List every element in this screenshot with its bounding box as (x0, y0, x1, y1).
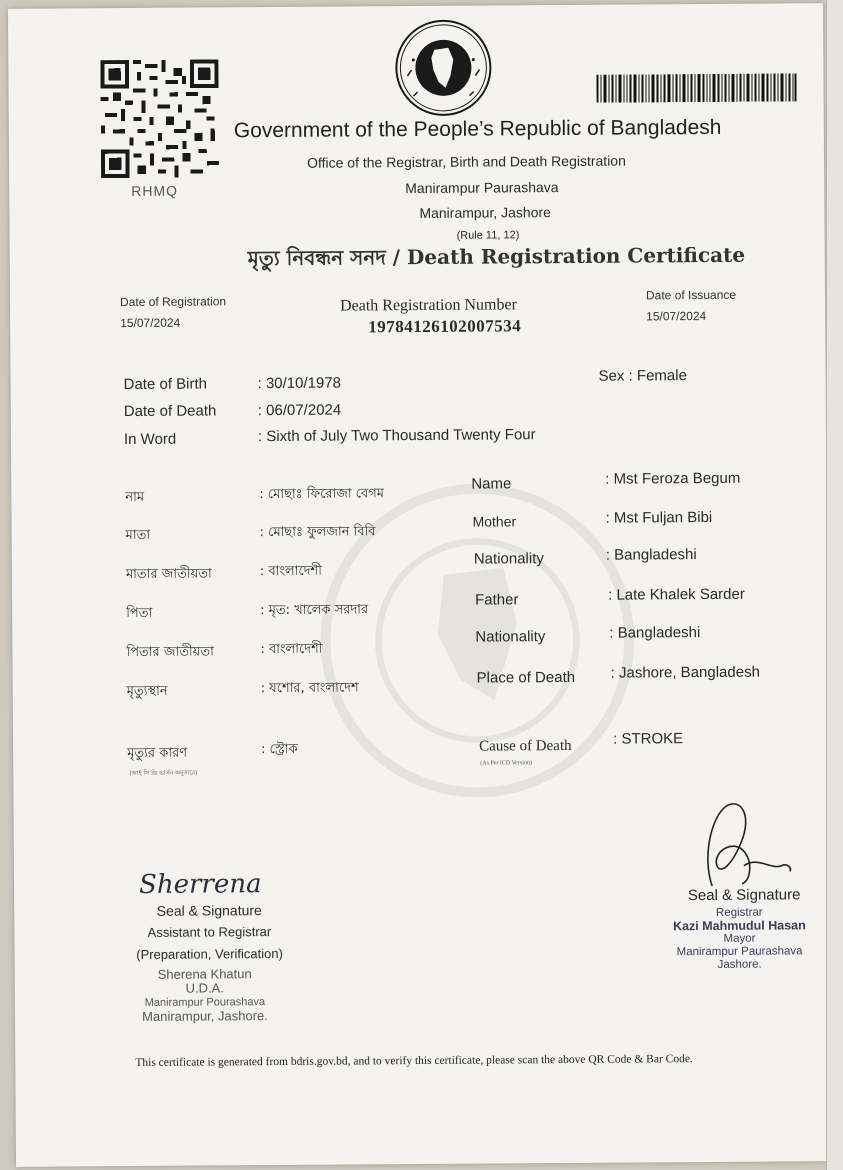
father-value: : Late Khalek Sarder (608, 585, 745, 604)
cause-of-death-value: : STROKE (613, 730, 684, 748)
government-title: Government of the People’s Republic of Bangladesh (233, 115, 722, 143)
footer-note: This certificate is generated from bdris.gov.bd, and to verify this certificate, please scan the above QR Code & Bar Code. (135, 1053, 693, 1069)
registrar-seal-label: Seal & Signature (687, 886, 801, 905)
date-of-registration-label: Date of Registration (119, 294, 227, 310)
date-of-issuance-value: 15/07/2024 (646, 308, 707, 324)
mother-nationality-value: : Bangladeshi (605, 546, 697, 564)
bn-name-label: নাম (125, 489, 145, 506)
registrar-stamp-office: Manirampur Paurashava (676, 945, 803, 959)
registrar-stamp (654, 906, 824, 972)
assistant-seal-label: Seal & Signature (156, 902, 262, 919)
registrar-stamp-place: Jashore. (717, 958, 762, 971)
father-label: Father (475, 591, 519, 609)
bn-place-of-death-label: মৃত্যুস্থান (126, 683, 168, 700)
bn-mother-nationality-value: : বাংলাদেশী (259, 563, 323, 580)
bn-mother-nationality-label: মাতার জাতীয়তা (125, 566, 212, 583)
assistant-stamp (115, 967, 295, 1024)
bn-mother-label: মাতা (125, 527, 151, 544)
office-name: Office of the Registrar, Birth and Death Registration (306, 152, 626, 171)
assistant-stamp-place: Manirampur, Jashore. (142, 1008, 268, 1024)
bn-father-nationality-label: পিতার জাতীয়তা (126, 644, 214, 661)
assistant-duty: (Preparation, Verification) (136, 945, 283, 962)
name-value: : Mst Feroza Begum (605, 469, 741, 488)
dob-label: Date of Birth (123, 375, 208, 394)
certificate-title: মৃত্যু নিবন্ধন সনদ / Death Registration Certificate (247, 242, 746, 271)
in-word-value: : Sixth of July Two Thousand Twenty Four (257, 426, 536, 446)
mother-nationality-label: Nationality (473, 550, 544, 568)
in-word-label: In Word (123, 430, 177, 449)
government-emblem (393, 17, 494, 118)
bn-cause-note: (আই সি ডি ভার্সন অনুসারে) (129, 769, 198, 778)
bn-mother-value: : মোছাঃ ফুলজান বিবি (259, 524, 376, 541)
barcode[interactable] (596, 73, 796, 102)
qr-code-label: RHMQ (131, 182, 179, 200)
registration-number-value: 19784126102007534 (368, 316, 522, 337)
registration-number-label: Death Registration Number (339, 296, 517, 315)
dod-value: : 06/07/2024 (257, 401, 342, 420)
bn-father-nationality-value: : বাংলাদেশী (260, 641, 323, 658)
registrar-stamp-title: Mayor (723, 932, 756, 945)
father-nationality-value: : Bangladeshi (609, 624, 701, 642)
sex-value: Sex : Female (598, 367, 687, 385)
dob-value: : 30/10/1978 (257, 374, 342, 393)
qr-code[interactable] (100, 59, 219, 178)
paurashava-name: Manirampur Paurashava (405, 179, 559, 197)
name-label: Name (471, 475, 512, 493)
certificate-paper (8, 3, 831, 1167)
date-of-registration-value: 15/07/2024 (120, 315, 181, 331)
assistant-stamp-title: U.D.A. (185, 980, 225, 996)
bn-father-label: পিতা (126, 605, 153, 622)
bn-place-of-death-value: : যশোর, বাংলাদেশ (260, 680, 359, 697)
registrar-signature-scribble (681, 795, 802, 896)
place-of-death-label: Place of Death (476, 668, 576, 687)
father-nationality-label: Nationality (475, 628, 546, 646)
assistant-role: Assistant to Registrar (147, 924, 272, 940)
assistant-stamp-name: Sherena Khatun (157, 966, 252, 982)
bn-cause-of-death-label: মৃত্যুর কারণ (127, 745, 188, 762)
mother-value: : Mst Fuljan Bibi (605, 508, 713, 527)
assistant-handwritten-signature: Sherrena (138, 869, 262, 900)
rule-reference: (Rule 11, 12) (456, 229, 520, 242)
date-of-issuance-label: Date of Issuance (645, 287, 737, 303)
assistant-stamp-office: Manirampur Pourashava (144, 996, 266, 1009)
place-of-death-value: : Jashore, Bangladesh (610, 663, 760, 682)
bn-name-value: : মোছাঃ ফিরোজা বেগম (259, 486, 385, 503)
registrar-role: Registrar (715, 906, 763, 919)
cause-of-death-label: Cause of Death (479, 737, 572, 755)
registrar-stamp-name: Kazi Mahmudul Hasan (672, 918, 806, 934)
mother-label: Mother (472, 513, 517, 530)
cause-note: (As Per ICD Version) (480, 760, 532, 767)
bn-father-value: : মৃত: খালেক সরদার (260, 602, 369, 619)
office-location: Manirampur, Jashore (419, 204, 551, 221)
bn-cause-of-death-value: : স্ট্রোক (261, 741, 298, 758)
dod-label: Date of Death (123, 402, 217, 421)
adjacent-page-edge (826, 0, 843, 1170)
